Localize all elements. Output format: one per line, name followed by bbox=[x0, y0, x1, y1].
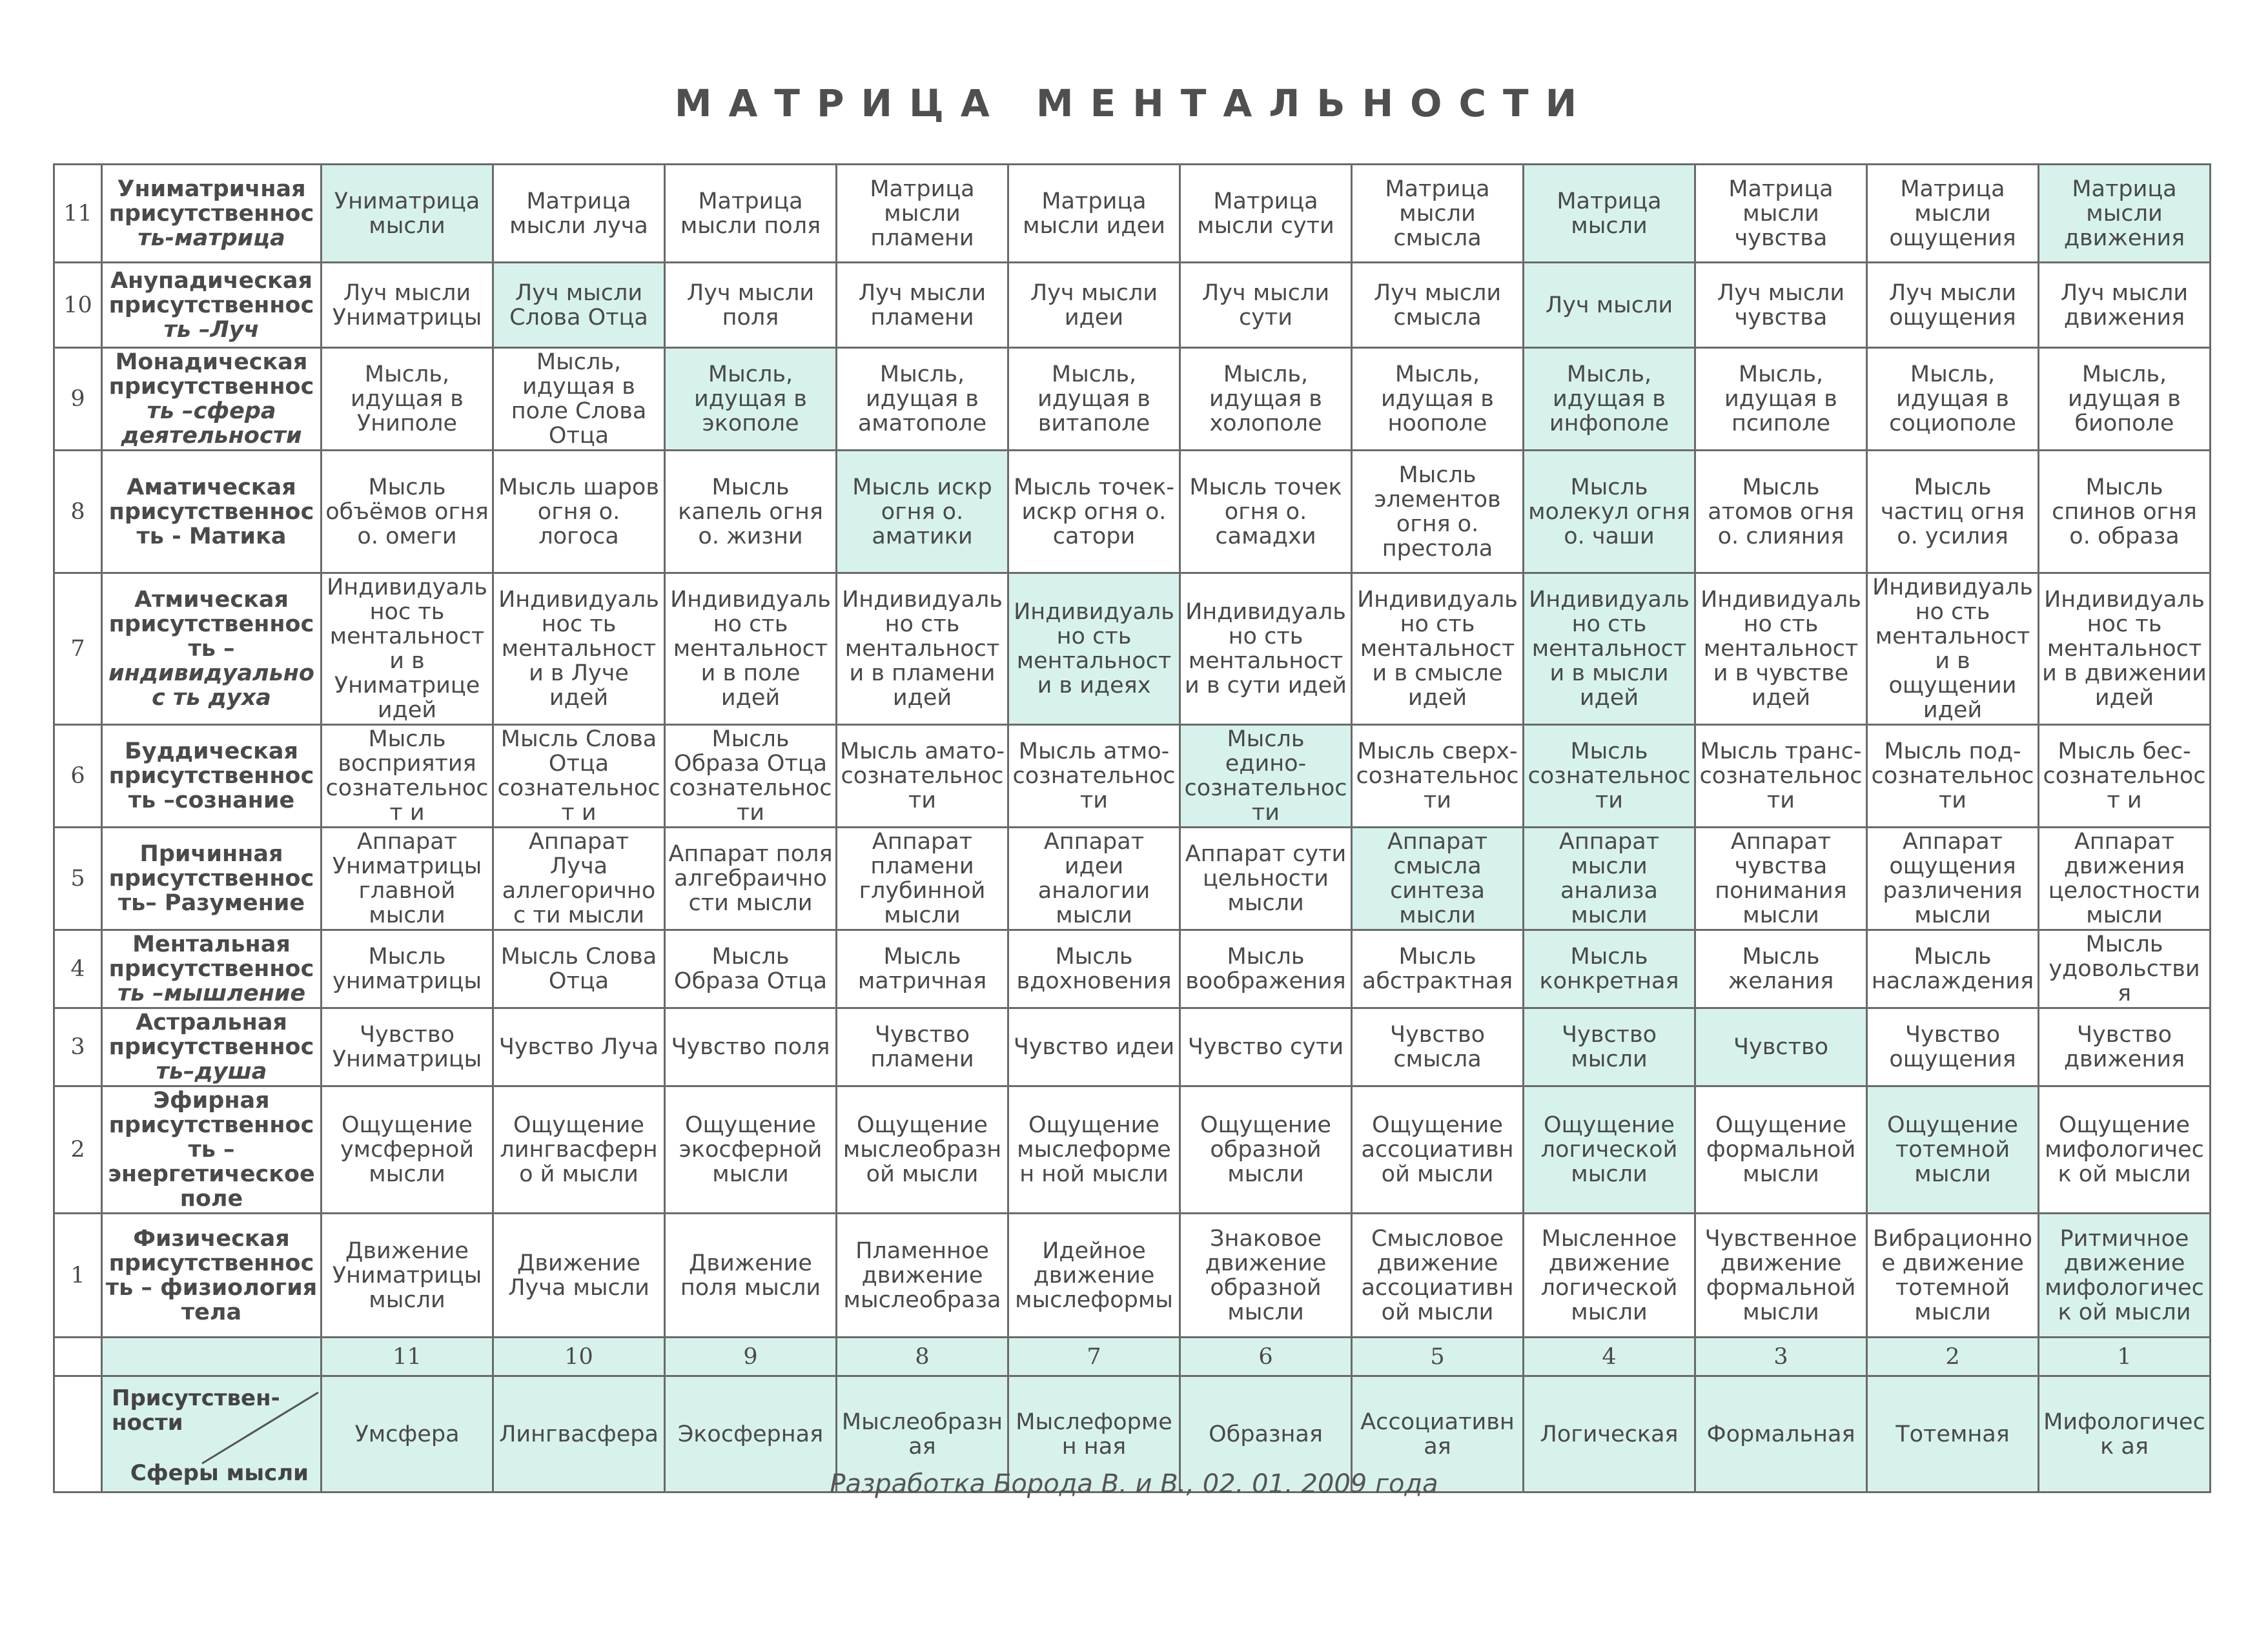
matrix-row bbox=[54, 1214, 2211, 1338]
matrix-cell: Матрица мысли луча bbox=[493, 165, 665, 263]
matrix-cell: Индивидуально сть ментальност и в смысле идей bbox=[1352, 573, 1524, 725]
matrix-cell: Ощущение логической мысли bbox=[1524, 1086, 1695, 1214]
row-number: 11 bbox=[54, 165, 102, 263]
row-label-text: Физическая присутственнос ть – физиология тела bbox=[105, 1225, 318, 1325]
matrix-row bbox=[54, 1086, 2211, 1214]
sphere-cell: Тотемная bbox=[1867, 1376, 2039, 1492]
matrix-cell: Аппарат поля алгебраично сти мысли bbox=[665, 828, 837, 930]
matrix-cell: Мысль, идущая в инфополе bbox=[1524, 348, 1695, 451]
matrix-cell: Матрица мысли поля bbox=[665, 165, 837, 263]
matrix-cell: Ритмичное движение мифологическ ой мысли bbox=[2039, 1214, 2211, 1338]
row-number: 2 bbox=[54, 1086, 102, 1214]
matrix-cell: Мысль атмо- сознательнос ти bbox=[1008, 725, 1180, 828]
row-number: 3 bbox=[54, 1008, 102, 1086]
sphere-cell: Мыслеформен ная bbox=[1008, 1376, 1180, 1492]
matrix-cell: Чувство смысла bbox=[1352, 1008, 1524, 1086]
matrix-row bbox=[54, 451, 2211, 573]
matrix-cell: Мысль точек-искр огня о. сатори bbox=[1008, 451, 1180, 573]
matrix-cell: Мысль желания bbox=[1695, 930, 1867, 1008]
matrix-cell: Индивидуально сть ментальност и в идеях bbox=[1008, 573, 1180, 725]
matrix-cell: Мысль Слова Отца сознательност и bbox=[493, 725, 665, 828]
row-number: 7 bbox=[54, 573, 102, 725]
matrix-cell: Мысль искр огня о. аматики bbox=[837, 451, 1008, 573]
row-label bbox=[102, 1086, 322, 1214]
mentality-matrix-table bbox=[53, 163, 2211, 1493]
matrix-cell: Ощущение образной мысли bbox=[1180, 1086, 1352, 1214]
matrix-cell: Ощущение тотемной мысли bbox=[1867, 1086, 2039, 1214]
matrix-cell: Ощущение лингвасферно й мысли bbox=[493, 1086, 665, 1214]
matrix-cell: Аппарат Луча аллегоричнос ти мысли bbox=[493, 828, 665, 930]
matrix-cell: Мысль молекул огня о. чаши bbox=[1524, 451, 1695, 573]
matrix-cell: Мысль точек огня о. самадхи bbox=[1180, 451, 1352, 573]
matrix-cell: Чувство пламени bbox=[837, 1008, 1008, 1086]
matrix-cell: Ощущение мыслеобразн ой мысли bbox=[837, 1086, 1008, 1214]
matrix-cell: Луч мысли Униматрицы bbox=[322, 263, 493, 348]
matrix-cell: Чувство Луча bbox=[493, 1008, 665, 1086]
row-number: 6 bbox=[54, 725, 102, 828]
matrix-cell: Аппарат идеи аналогии мысли bbox=[1008, 828, 1180, 930]
matrix-cell: Мысль вдохновения bbox=[1008, 930, 1180, 1008]
matrix-cell: Матрица мысли чувства bbox=[1695, 165, 1867, 263]
matrix-cell: Чувство мысли bbox=[1524, 1008, 1695, 1086]
matrix-cell: Индивидуальнос ть ментальности в Униматрице идей bbox=[322, 573, 493, 725]
row-number: 10 bbox=[54, 263, 102, 348]
matrix-row bbox=[54, 573, 2211, 725]
row-label-text: Буддическая присутственнос ть –сознание bbox=[108, 738, 314, 813]
row-label-text: Аматическая присутственнос ть - Матика bbox=[108, 474, 314, 549]
matrix-cell: Мысль, идущая в поле Слова Отца bbox=[493, 348, 665, 451]
matrix-cell: Чувство сути bbox=[1180, 1008, 1352, 1086]
column-number: 3 bbox=[1695, 1338, 1867, 1376]
matrix-cell: Движение поля мысли bbox=[665, 1214, 837, 1338]
empty-cell bbox=[54, 1338, 102, 1376]
row-label-text: Ментальная присутственнос bbox=[108, 932, 314, 982]
matrix-cell: Аппарат ощущения различения мысли bbox=[1867, 828, 2039, 930]
column-number: 11 bbox=[322, 1338, 493, 1376]
matrix-cell: Мысль едино- сознательнос ти bbox=[1180, 725, 1352, 828]
matrix-cell: Ощущение формальной мысли bbox=[1695, 1086, 1867, 1214]
matrix-cell: Мысль Образа Отца сознательнос ти bbox=[665, 725, 837, 828]
matrix-cell: Матрица мысли движения bbox=[2039, 165, 2211, 263]
row-number: 5 bbox=[54, 828, 102, 930]
row-label-text: Эфирная присутственнос ть – энергетическое поле bbox=[108, 1088, 315, 1212]
matrix-cell: Мысль сознательнос ти bbox=[1524, 725, 1695, 828]
matrix-cell: Матрица мысли bbox=[1524, 165, 1695, 263]
matrix-cell: Индивидуальнос ть ментальности в движении идей bbox=[2039, 573, 2211, 725]
matrix-cell: Аппарат движения целостности мысли bbox=[2039, 828, 2211, 930]
matrix-cell: Мысль элементов огня о. престола bbox=[1352, 451, 1524, 573]
sphere-cell: Лингвасфера bbox=[493, 1376, 665, 1492]
row-label bbox=[102, 828, 322, 930]
row-label-emphasis: ть –сфера деятельности bbox=[121, 398, 302, 449]
matrix-cell: Аппарат Униматрицы главной мысли bbox=[322, 828, 493, 930]
row-label bbox=[102, 451, 322, 573]
sphere-cell: Образная bbox=[1180, 1376, 1352, 1492]
matrix-cell: Движение Луча мысли bbox=[493, 1214, 665, 1338]
matrix-cell: Мысль наслаждения bbox=[1867, 930, 2039, 1008]
column-number: 5 bbox=[1352, 1338, 1524, 1376]
matrix-cell: Чувство движения bbox=[2039, 1008, 2211, 1086]
matrix-cell: Мысль объёмов огня о. омеги bbox=[322, 451, 493, 573]
row-label-text: Монадическая присутственнос bbox=[108, 349, 314, 400]
matrix-row bbox=[54, 930, 2211, 1008]
matrix-cell: Знаковое движение образной мысли bbox=[1180, 1214, 1352, 1338]
matrix-cell: Мысль воображения bbox=[1180, 930, 1352, 1008]
row-number: 8 bbox=[54, 451, 102, 573]
matrix-cell: Мысль бес- сознательност и bbox=[2039, 725, 2211, 828]
sphere-cell: Экосферная bbox=[665, 1376, 837, 1492]
empty-cell bbox=[102, 1338, 322, 1376]
row-label-emphasis: индивидуальнос ть духа bbox=[108, 660, 314, 711]
column-number: 7 bbox=[1008, 1338, 1180, 1376]
page-title: МАТРИЦА МЕНТАЛЬНОСТИ bbox=[674, 81, 1594, 125]
matrix-cell: Чувство bbox=[1695, 1008, 1867, 1086]
matrix-cell: Чувство ощущения bbox=[1867, 1008, 2039, 1086]
matrix-cell: Идейное движение мыслеформы bbox=[1008, 1214, 1180, 1338]
matrix-cell: Мысль амато- сознательнос ти bbox=[837, 725, 1008, 828]
matrix-row bbox=[54, 348, 2211, 451]
corner-top-label: Присутствен- ности bbox=[112, 1385, 280, 1436]
matrix-cell: Индивидуально сть ментальност и в пламени идей bbox=[837, 573, 1008, 725]
matrix-cell: Пламенное движение мыслеобраза bbox=[837, 1214, 1008, 1338]
matrix-cell: Индивидуально сть ментальност и в ощущении идей bbox=[1867, 573, 2039, 725]
row-label-emphasis: ть –Луч bbox=[163, 316, 260, 343]
column-number: 6 bbox=[1180, 1338, 1352, 1376]
row-label-emphasis: ть–душа bbox=[156, 1059, 267, 1085]
matrix-cell: Чувство поля bbox=[665, 1008, 837, 1086]
matrix-cell: Луч мысли ощущения bbox=[1867, 263, 2039, 348]
matrix-row bbox=[54, 725, 2211, 828]
column-number: 9 bbox=[665, 1338, 837, 1376]
matrix-cell: Мысль спинов огня о. образа bbox=[2039, 451, 2211, 573]
matrix-cell: Ощущение мыслеформен ной мысли bbox=[1008, 1086, 1180, 1214]
matrix-row bbox=[54, 165, 2211, 263]
matrix-cell: Мысль, идущая в социополе bbox=[1867, 348, 2039, 451]
sphere-cell: Мыслеобразн ая bbox=[837, 1376, 1008, 1492]
matrix-cell: Ощущение мифологическ ой мысли bbox=[2039, 1086, 2211, 1214]
row-label-emphasis: ть-матрица bbox=[138, 225, 285, 251]
matrix-cell: Луч мысли смысла bbox=[1352, 263, 1524, 348]
column-number: 1 bbox=[2039, 1338, 2211, 1376]
row-label bbox=[102, 348, 322, 451]
matrix-cell: Мысль капель огня о. жизни bbox=[665, 451, 837, 573]
matrix-row bbox=[54, 263, 2211, 348]
matrix-cell: Мысль частиц огня о. усилия bbox=[1867, 451, 2039, 573]
matrix-cell: Аппарат чувства понимания мысли bbox=[1695, 828, 1867, 930]
matrix-cell: Луч мысли поля bbox=[665, 263, 837, 348]
matrix-cell: Аппарат пламени глубинной мысли bbox=[837, 828, 1008, 930]
sphere-cell: Мифологическ ая bbox=[2039, 1376, 2211, 1492]
matrix-cell: Мысль, идущая в холополе bbox=[1180, 348, 1352, 451]
row-label bbox=[102, 725, 322, 828]
row-label bbox=[102, 930, 322, 1008]
matrix-cell: Мысль шаров огня о. логоса bbox=[493, 451, 665, 573]
matrix-cell: Индивидуально сть ментальност и в сути идей bbox=[1180, 573, 1352, 725]
matrix-cell: Чувство Униматрицы bbox=[322, 1008, 493, 1086]
sphere-cell: Формальная bbox=[1695, 1376, 1867, 1492]
matrix-cell: Униматрица мысли bbox=[322, 165, 493, 263]
row-label bbox=[102, 263, 322, 348]
matrix-cell: Луч мысли идеи bbox=[1008, 263, 1180, 348]
matrix-cell: Аппарат сути цельности мысли bbox=[1180, 828, 1352, 930]
matrix-cell: Ощущение экосферной мысли bbox=[665, 1086, 837, 1214]
corner-bottom-label: Сферы мысли bbox=[130, 1460, 309, 1486]
sphere-cell: Умсфера bbox=[322, 1376, 493, 1492]
credit-line: Разработка Борода В. и В., 02. 01. 2009 года bbox=[830, 1469, 1438, 1499]
matrix-cell: Индивидуальнос ть ментальности в Луче идей bbox=[493, 573, 665, 725]
matrix-cell: Мысль транс- сознательнос ти bbox=[1695, 725, 1867, 828]
matrix-cell: Луч мысли чувства bbox=[1695, 263, 1867, 348]
matrix-cell: Мысль Образа Отца bbox=[665, 930, 837, 1008]
matrix-cell: Мысленное движение логической мысли bbox=[1524, 1214, 1695, 1338]
matrix-cell: Смысловое движение ассоциативн ой мысли bbox=[1352, 1214, 1524, 1338]
row-label bbox=[102, 1008, 322, 1086]
column-number: 10 bbox=[493, 1338, 665, 1376]
matrix-cell: Мысль матричная bbox=[837, 930, 1008, 1008]
matrix-cell: Вибрационно е движение тотемной мысли bbox=[1867, 1214, 2039, 1338]
row-label-text: Униматричная присутственнос bbox=[108, 176, 314, 227]
matrix-cell: Аппарат мысли анализа мысли bbox=[1524, 828, 1695, 930]
row-label-text: Астральная присутственнос bbox=[108, 1010, 314, 1060]
matrix-cell: Мысль конкретная bbox=[1524, 930, 1695, 1008]
row-label-text: Атмическая присутственнос ть – bbox=[108, 587, 314, 662]
sphere-cell: Логическая bbox=[1524, 1376, 1695, 1492]
row-label-text: Анупадическая присутственнос bbox=[108, 267, 314, 318]
matrix-cell: Мысль атомов огня о. слияния bbox=[1695, 451, 1867, 573]
row-number: 4 bbox=[54, 930, 102, 1008]
matrix-cell: Луч мысли пламени bbox=[837, 263, 1008, 348]
matrix-cell: Мысль, идущая в аматополе bbox=[837, 348, 1008, 451]
row-label bbox=[102, 165, 322, 263]
matrix-cell: Чувство идеи bbox=[1008, 1008, 1180, 1086]
matrix-cell: Движение Униматрицы мысли bbox=[322, 1214, 493, 1338]
column-number: 8 bbox=[837, 1338, 1008, 1376]
matrix-cell: Мысль удовольствия bbox=[2039, 930, 2211, 1008]
matrix-row bbox=[54, 1008, 2211, 1086]
row-label bbox=[102, 573, 322, 725]
matrix-cell: Матрица мысли смысла bbox=[1352, 165, 1524, 263]
matrix-cell: Луч мысли bbox=[1524, 263, 1695, 348]
matrix-cell: Луч мысли Слова Отца bbox=[493, 263, 665, 348]
row-label bbox=[102, 1214, 322, 1338]
column-number-row bbox=[54, 1338, 2211, 1376]
matrix-cell: Мысль сверх- сознательнос ти bbox=[1352, 725, 1524, 828]
matrix-cell: Луч мысли сути bbox=[1180, 263, 1352, 348]
matrix-cell: Мысль, идущая в экополе bbox=[665, 348, 837, 451]
matrix-cell: Мысль Слова Отца bbox=[493, 930, 665, 1008]
matrix-cell: Мысль восприятия сознательност и bbox=[322, 725, 493, 828]
matrix-cell: Матрица мысли ощущения bbox=[1867, 165, 2039, 263]
matrix-cell: Ощущение умсферной мысли bbox=[322, 1086, 493, 1214]
matrix-cell: Чувственное движение формальной мысли bbox=[1695, 1214, 1867, 1338]
row-label-text: Причинная присутственнос ть– Разумение bbox=[108, 841, 314, 916]
row-label-emphasis: ть –мышление bbox=[117, 981, 306, 1006]
matrix-cell: Матрица мысли пламени bbox=[837, 165, 1008, 263]
matrix-cell: Индивидуально сть ментальност и в мысли идей bbox=[1524, 573, 1695, 725]
matrix-cell: Индивидуально сть ментальност и в чувстве идей bbox=[1695, 573, 1867, 725]
matrix-cell: Луч мысли движения bbox=[2039, 263, 2211, 348]
matrix-cell: Мысль униматрицы bbox=[322, 930, 493, 1008]
matrix-cell: Мысль, идущая в Униполе bbox=[322, 348, 493, 451]
matrix-cell: Мысль, идущая в биополе bbox=[2039, 348, 2211, 451]
row-number: 9 bbox=[54, 348, 102, 451]
row-number: 1 bbox=[54, 1214, 102, 1338]
matrix-cell: Аппарат смысла синтеза мысли bbox=[1352, 828, 1524, 930]
matrix-cell: Мысль, идущая в витаполе bbox=[1008, 348, 1180, 451]
matrix-cell: Мысль, идущая в ноополе bbox=[1352, 348, 1524, 451]
matrix-cell: Ощущение ассоциативн ой мысли bbox=[1352, 1086, 1524, 1214]
matrix-row bbox=[54, 828, 2211, 930]
matrix-cell: Матрица мысли сути bbox=[1180, 165, 1352, 263]
matrix-cell: Индивидуально сть ментальност и в поле идей bbox=[665, 573, 837, 725]
matrix-cell: Матрица мысли идеи bbox=[1008, 165, 1180, 263]
sphere-cell: Ассоциативн ая bbox=[1352, 1376, 1524, 1492]
column-number: 2 bbox=[1867, 1338, 2039, 1376]
column-number: 4 bbox=[1524, 1338, 1695, 1376]
matrix-cell: Мысль, идущая в псиполе bbox=[1695, 348, 1867, 451]
matrix-cell: Мысль под- сознательнос ти bbox=[1867, 725, 2039, 828]
matrix-cell: Мысль абстрактная bbox=[1352, 930, 1524, 1008]
